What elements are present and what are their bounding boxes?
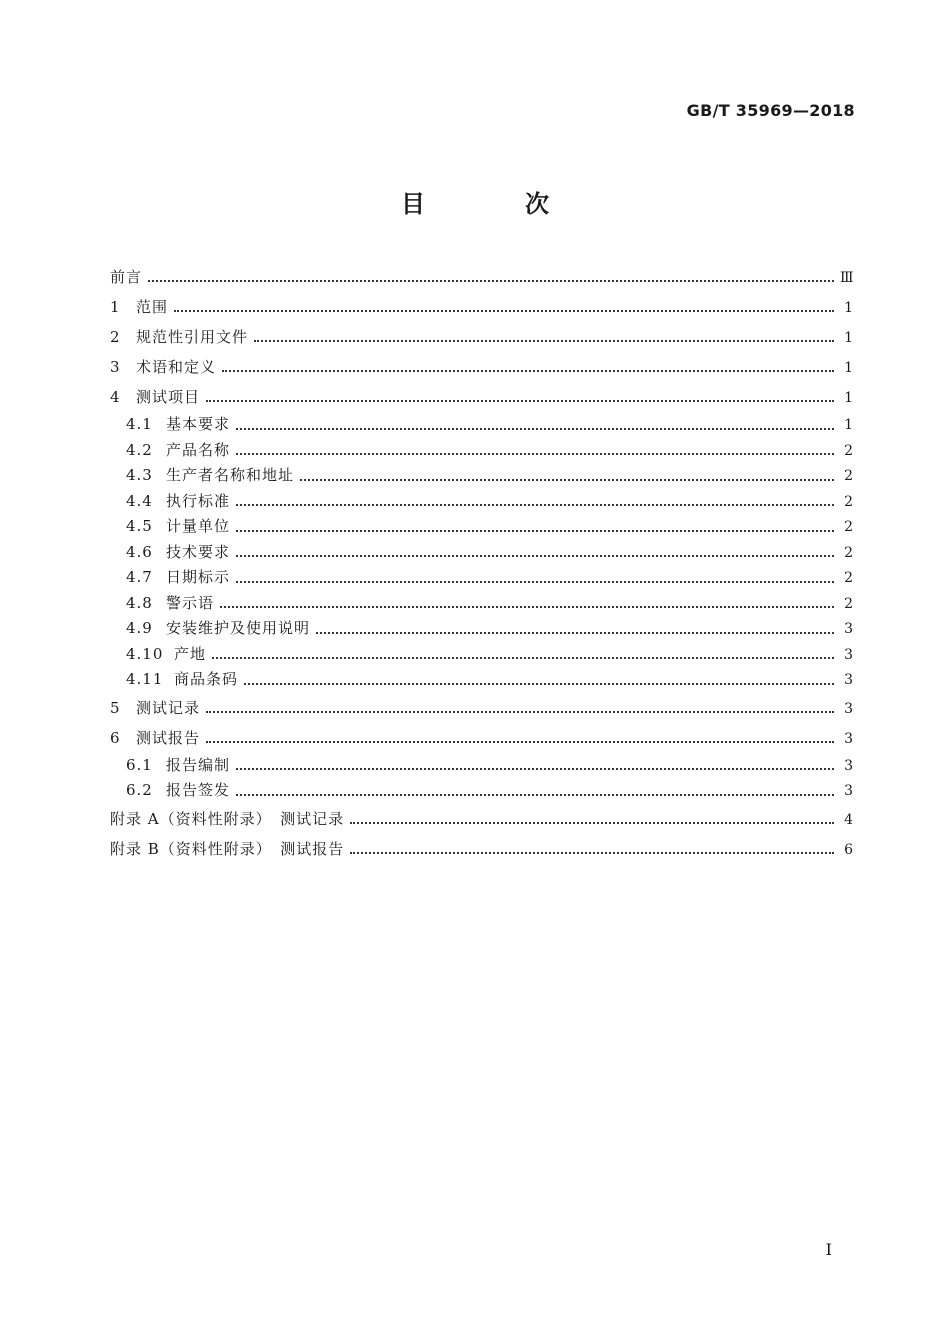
toc-entry-page: 3 [844,757,854,774]
toc-entry-page: 2 [844,519,854,535]
toc-entry-page: 1 [844,417,854,433]
toc-entry[interactable] [110,565,854,591]
dot-leader [254,340,834,342]
dot-leader [244,683,834,685]
toc-entry[interactable] [110,753,854,779]
toc-entry[interactable] [110,834,854,864]
toc-entry[interactable] [110,514,854,540]
dot-leader [236,581,834,583]
table-of-contents [110,262,854,864]
toc-entry[interactable] [110,322,854,352]
toc-entry-label: 测试项目 [136,388,201,406]
toc-entry[interactable] [110,463,854,489]
toc-entry-label: 测试报告 [136,728,201,747]
toc-entry-page: 2 [844,570,854,586]
toc-entry-page: 3 [844,730,854,747]
toc-entry-page: 3 [844,621,854,637]
toc-entry-page: 3 [844,646,854,663]
toc-entry-number: 4 [110,388,121,406]
toc-entry-number: 4.2 [126,440,153,459]
toc-entry-label: 警示语 [166,593,215,612]
toc-entry[interactable] [110,616,854,642]
dot-leader [236,530,834,532]
toc-entry-label: 前言 [110,268,143,286]
dot-leader [206,400,834,402]
toc-entry-page: 4 [844,811,854,828]
toc-entry-label: 产品名称 [166,440,231,459]
toc-entry-label: 技术要求 [166,542,231,561]
toc-entry-number: 4.11 [126,670,164,688]
toc-entry-number: 2 [110,328,121,346]
toc-entry-number: 6.2 [126,781,153,799]
toc-entry-label: 测试记录 [136,698,201,717]
toc-entry-number: 5 [110,698,121,717]
toc-entry[interactable] [110,642,854,668]
toc-entry-number: 4.8 [126,593,153,612]
toc-title: 目 次 [401,190,587,218]
dot-leader [206,741,834,743]
toc-entry-number: 4.10 [126,644,164,663]
page-number: I [825,1240,832,1259]
toc-entry-number: 6 [110,728,121,747]
dot-leader [148,280,834,282]
toc-entry-page: 2 [844,493,854,510]
toc-entry-page: 2 [844,442,854,459]
toc-entry[interactable] [110,292,854,322]
toc-entry-number: 1 [110,298,121,316]
toc-entry-label: 规范性引用文件 [136,328,249,346]
dot-leader [236,428,834,430]
toc-entry-page: 2 [844,595,854,612]
toc-entry[interactable] [110,489,854,515]
dot-leader [236,794,834,796]
toc-entry[interactable] [110,438,854,464]
dot-leader [350,822,834,824]
dot-leader [236,504,834,506]
toc-entry-label: 商品条码 [174,670,239,688]
toc-entry-number: 6.1 [126,755,153,774]
standard-code: GB/T 35969—2018 [686,101,855,120]
toc-entry-label: 计量单位 [166,517,231,535]
toc-entry-label: 术语和定义 [136,358,217,376]
toc-entry[interactable] [110,723,854,753]
toc-entry[interactable] [110,667,854,693]
toc-entry-label: 执行标准 [166,491,231,510]
toc-entry[interactable] [110,693,854,723]
toc-entry-page: 1 [844,330,854,346]
dot-leader [350,852,834,854]
toc-entry-page: 3 [844,700,854,717]
toc-entry-page: 6 [844,841,854,858]
dot-leader [316,632,834,634]
toc-entry-label: 生产者名称和地址 [166,466,295,484]
toc-entry-page: 2 [844,468,854,484]
toc-entry-label: 产地 [174,644,207,663]
toc-entry-label: 基本要求 [166,415,231,433]
dot-leader [220,606,834,608]
toc-entry[interactable] [110,804,854,834]
toc-entry-number: 4.4 [126,491,153,510]
dot-leader [236,768,834,770]
toc-entry-page: 3 [844,783,854,799]
dot-leader [174,310,834,312]
toc-entry[interactable] [110,540,854,566]
toc-entry-page: 1 [844,390,854,406]
toc-entry-page: Ⅲ [840,270,855,286]
toc-entry-number: 4.7 [126,568,153,586]
toc-entry-number: 4.5 [126,517,153,535]
toc-entry-number: 4.3 [126,466,153,484]
toc-entry-number: 3 [110,358,121,376]
dot-leader [236,555,834,557]
toc-entry-label: 日期标示 [166,568,231,586]
toc-entry-page: 1 [844,300,854,316]
dot-leader [236,453,834,455]
toc-entry-number: 4.1 [126,415,153,433]
dot-leader [206,711,834,713]
toc-entry-label: 附录 B（资料性附录） 测试报告 [110,839,345,858]
toc-entry-page: 3 [844,672,854,688]
toc-entry-label: 范围 [136,298,169,316]
toc-entry[interactable] [110,412,854,438]
toc-entry-number: 4.6 [126,542,153,561]
toc-entry[interactable] [110,382,854,412]
toc-entry-label: 报告签发 [166,781,231,799]
toc-entry-label: 安装维护及使用说明 [166,619,311,637]
toc-entry-label: 附录 A（资料性附录） 测试记录 [110,809,345,828]
toc-entry[interactable] [110,262,854,292]
toc-entry-page: 2 [844,544,854,561]
toc-entry[interactable] [110,352,854,382]
toc-entry[interactable] [110,591,854,617]
dot-leader [212,657,834,659]
dot-leader [300,479,834,481]
toc-entry[interactable] [110,778,854,804]
dot-leader [222,370,834,372]
toc-entry-page: 1 [844,360,854,376]
toc-entry-label: 报告编制 [166,755,231,774]
toc-entry-number: 4.9 [126,619,153,637]
